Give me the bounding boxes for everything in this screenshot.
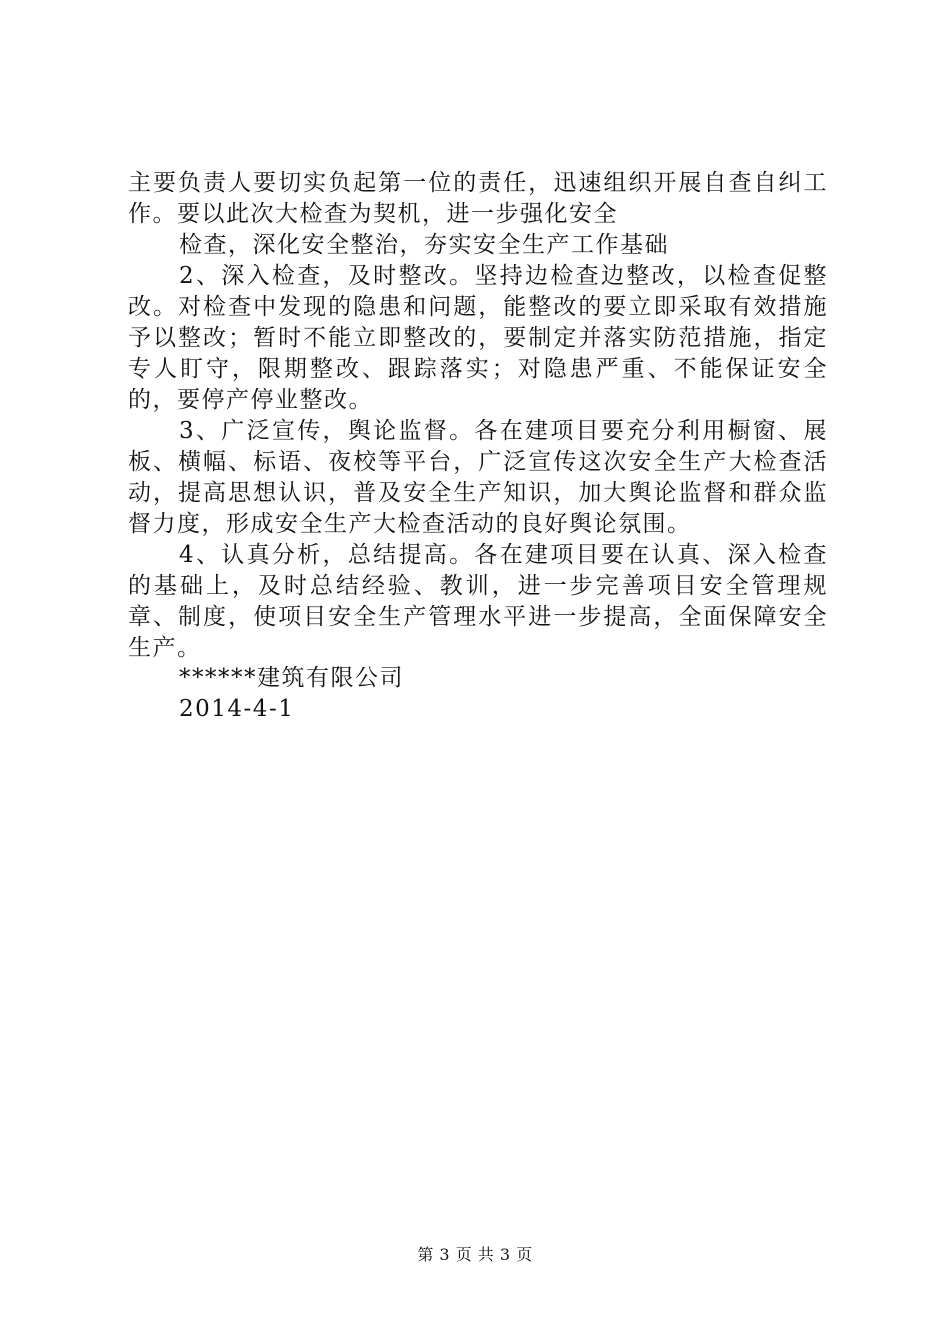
paragraph-continuation-2: 检查，深化安全整治，夯实安全生产工作基础: [179, 232, 669, 258]
paragraph-item-4: 4、认真分析，总结提高。各在建项目要在认真、深入检查的基础上，及时总结经验、教训，进一步完善项目安全管理规章、制度，使项目安全生产管理水平进一步提高，全面保障安全生产。: [128, 542, 828, 661]
paragraph-item-3: 3、广泛宣传，舆论监督。各在建项目要充分利用橱窗、展板、横幅、标语、夜校等平台，广泛宣传这次安全生产大检查活动，提高思想认识，普及安全生产知识，加大舆论监督和群众监督力度，形成安全生产大检查活动的良好舆论氛围。: [128, 418, 828, 537]
document-date: 2014-4-1: [179, 696, 295, 722]
company-name: ******建筑有限公司: [179, 665, 404, 691]
paragraph-continuation: 主要负责人要切实负起第一位的责任，迅速组织开展自查自纠工作。要以此次大检查为契机，进一步强化安全: [128, 170, 828, 227]
page-footer: 第 3 页 共 3 页: [417, 1245, 533, 1264]
signature-block: [179, 663, 404, 725]
document-body: [128, 168, 828, 664]
paragraph-item-2: 2、深入检查，及时整改。坚持边检查边整改，以检查促整改。对检查中发现的隐患和问题，能整改的要立即采取有效措施予以整改；暂时不能立即整改的，要制定并落实防范措施，指定专人盯守，限期整改、跟踪落实；对隐患严重、不能保证安全的，要停产停业整改。: [128, 263, 828, 413]
